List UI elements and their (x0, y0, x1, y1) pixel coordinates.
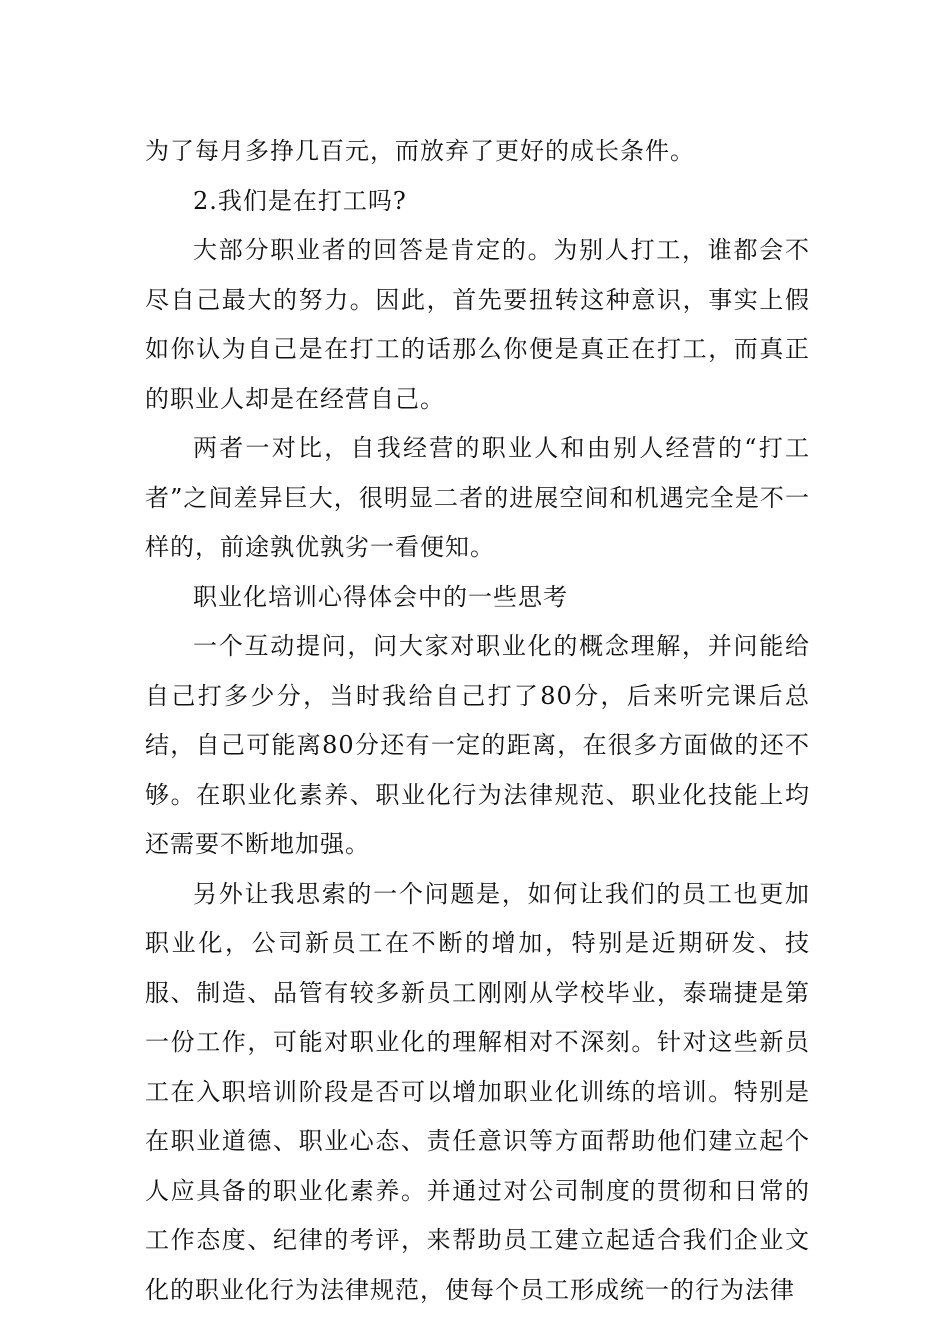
paragraph: 两者一对比，自我经营的职业人和由别人经营的“打工者”之间差异巨大，很明显二者的进展空间和机遇完全是不一样的，前途孰优孰劣一看便知。 (145, 434, 810, 561)
paragraph: 另外让我思索的一个问题是，如何让我们的员工也更加职业化，公司新员工在不断的增加，特别是近期研发、技服、制造、品管有较多新员工刚刚从学校毕业，泰瑞捷是第一份工作，可能对职业化的理解相对不深刻。针对这些新员工在入职培训阶段是否可以增加职业化训练的培训。特别是在职业道德、职业心态、责任意识等方面帮助他们建立起个人应具备的职业化素养。并通过对公司制度的贯彻和日常的工作态度、纪律的考评，来帮助员工建立起适合我们企业文化的职业化行为法律规范，使每个员工形成统一的行为法律 (145, 879, 810, 1304)
paragraph-continuation: 为了每月多挣几百元，而放弃了更好的成长条件。 (145, 137, 695, 165)
section-heading-reflections: 职业化培训心得体会中的一些思考 (193, 582, 568, 611)
paragraph: 大部分职业者的回答是肯定的。为别人打工，谁都会不尽自己最大的努力。因此，首先要扭转这种意识，事实上假如你认为自己是在打工的话那么你便是真正在打工，而真正的职业人却是在经营自己。 (145, 236, 810, 413)
paragraph: 一个互动提问，问大家对职业化的概念理解，并问能给自己打多少分，当时我给自己打了80分，后来听完课后总结，自己可能离80分还有一定的距离，在很多方面做的还不够。在职业化素养、职业化行为法律规范、职业化技能上均还需要不断地加强。 (145, 632, 810, 858)
section-heading-working: 2.我们是在打工吗? (193, 186, 407, 215)
document-body (145, 127, 810, 1315)
